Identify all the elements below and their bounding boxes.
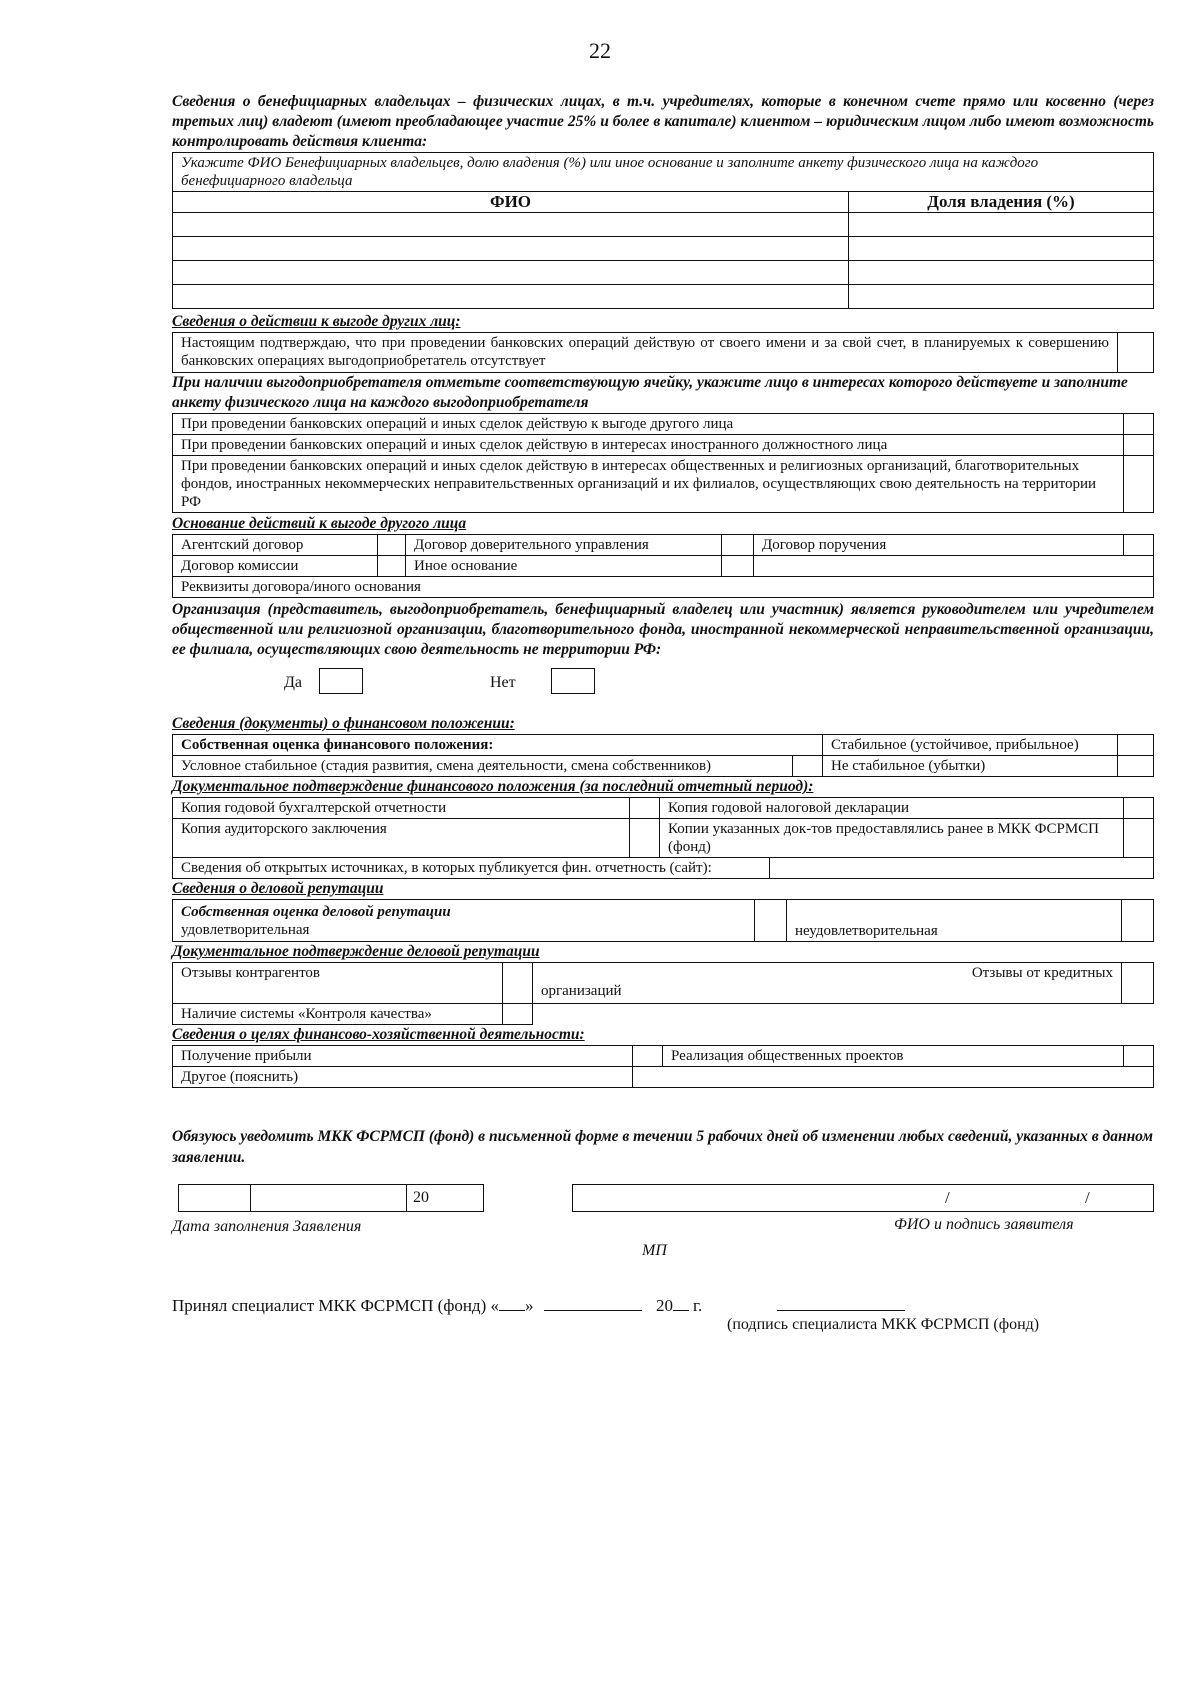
other-basis-label: Иное основание	[406, 556, 722, 577]
own-behalf-text: Настоящим подтверждаю, что при проведении банковских операций действую от своего имени и за свой счет, в планируемых к совершению банковских операциях выгодоприобретатель отсутствует	[173, 333, 1118, 373]
reputation-docs-heading: Документальное подтверждение деловой репутации	[172, 943, 540, 960]
specialist-signature-field[interactable]	[777, 1294, 905, 1311]
goals-heading: Сведения о целях финансово-хозяйственной деятельности:	[172, 1026, 585, 1043]
date-caption: Дата заполнения Заявления	[172, 1218, 362, 1235]
fio-caption: ФИО и подпись заявителя	[894, 1216, 1074, 1233]
quality-control-checkbox[interactable]	[503, 1004, 533, 1025]
finance-docs-heading: Документальное подтверждение финансового положения (за последний отчетный период):	[172, 778, 814, 795]
share-cell[interactable]	[849, 237, 1154, 261]
beneficiaries-heading: Сведения о бенефициарных владельцах – физических лицах, в т.ч. учредителях, которые в конечном счете прямо или косвенно (через третьих лиц) владеют (имеют преобладающее участие 25% и более в капитале) клиентом – юридическим лицом либо имеют возможность контролировать действия клиента:	[172, 93, 1154, 150]
option-public-orgs: При проведении банковских операций и иных сделок действую в интересах общественных и религиозных организаций, благотворительных фондов, иностранных некоммерческих неправительственных организаций и их филиалов, осуществляющих свою деятельность на территории РФ	[173, 456, 1124, 513]
accepted-year-suffix: г.	[693, 1296, 703, 1315]
date-year-cell[interactable]: 20	[413, 1189, 429, 1206]
order-contract-label: Договор поручения	[754, 535, 1124, 556]
option-public-orgs-checkbox[interactable]	[1124, 456, 1154, 513]
public-projects-checkbox[interactable]	[1124, 1046, 1154, 1067]
annual-tax-checkbox[interactable]	[1124, 798, 1154, 819]
agent-contract-label: Агентский договор	[173, 535, 378, 556]
contract-details-field[interactable]: Реквизиты договора/иного основания	[173, 577, 1154, 598]
date-day-cell[interactable]	[179, 1185, 251, 1211]
audit-checkbox[interactable]	[630, 819, 660, 858]
credit-reviews-line2: организаций	[541, 983, 622, 999]
unsatisfactory-label: неудовлетворительная	[787, 900, 1122, 942]
annual-tax-label: Копия годовой налоговой декларации	[660, 798, 1124, 819]
accepted-quote: »	[525, 1296, 534, 1315]
conditionally-stable-label: Условное стабильное (стадия развития, смена деятельности, смена собственников)	[173, 756, 793, 777]
accepted-line	[172, 1294, 905, 1316]
agent-contract-checkbox[interactable]	[378, 535, 406, 556]
open-sources-label: Сведения об открытых источниках, в которых публикуется фин. отчетность (сайт):	[173, 858, 770, 879]
others-benefit-heading: Сведения о действии к выгоде других лиц:	[172, 313, 461, 330]
accepted-year-field[interactable]	[673, 1294, 689, 1311]
fio-column-header: ФИО	[173, 192, 849, 213]
stamp-label: МП	[642, 1242, 667, 1259]
basis-table	[172, 534, 1154, 598]
reputation-heading: Сведения о деловой репутации	[172, 880, 384, 897]
specialist-signature-caption: (подпись специалиста МКК ФСРМСП (фонд)	[727, 1316, 1040, 1333]
own-behalf-table	[172, 332, 1154, 373]
accepted-prefix: Принял специалист МКК ФСРМСП (фонд) «	[172, 1296, 499, 1315]
quality-control-label: Наличие системы «Контроля качества»	[173, 1004, 503, 1025]
yes-label: Да	[284, 674, 303, 691]
other-goal-label: Другое (пояснить)	[173, 1067, 633, 1088]
annual-accounting-label: Копия годовой бухгалтерской отчетности	[173, 798, 630, 819]
profit-checkbox[interactable]	[633, 1046, 663, 1067]
page-number: 22	[589, 38, 611, 63]
annual-accounting-checkbox[interactable]	[630, 798, 660, 819]
date-box	[178, 1184, 484, 1212]
other-basis-field[interactable]	[754, 556, 1154, 577]
option-benefit-other-checkbox[interactable]	[1124, 414, 1154, 435]
unstable-label: Не стабильное (убытки)	[823, 756, 1118, 777]
org-question: Организация (представитель, выгодоприобретатель, бенефициарный владелец или участник) является руководителем или учредителем общественной или религиозной организации, благотворительного фонда, иностранной некоммерческой неправительственной организации, ее филиала, осуществляющих свою деятельность не территории РФ:	[172, 601, 1154, 658]
satisfactory-label: удовлетворительная	[181, 922, 310, 938]
unstable-checkbox[interactable]	[1118, 756, 1154, 777]
fio-cell[interactable]	[173, 213, 849, 237]
accepted-day-field[interactable]	[499, 1294, 525, 1311]
own-behalf-checkbox[interactable]	[1118, 333, 1154, 373]
fio-signature-box[interactable]	[572, 1184, 1154, 1212]
previously-provided-label: Копии указанных док-тов предоставлялись ранее в МКК ФСРМСП (фонд)	[660, 819, 1124, 858]
finance-assessment-table	[172, 734, 1154, 777]
reputation-docs-table	[172, 962, 1154, 1025]
stable-checkbox[interactable]	[1118, 735, 1154, 756]
share-cell[interactable]	[849, 261, 1154, 285]
signature-slash: /	[945, 1188, 950, 1207]
date-month-cell[interactable]	[251, 1185, 407, 1211]
order-contract-checkbox[interactable]	[1124, 535, 1154, 556]
counterparty-reviews-label: Отзывы контрагентов	[173, 963, 503, 1004]
signature-slash: /	[1085, 1188, 1090, 1207]
option-foreign-official: При проведении банковских операций и иных сделок действую в интересах иностранного должностного лица	[173, 435, 1124, 456]
fio-cell[interactable]	[173, 261, 849, 285]
yes-no-row	[172, 660, 1154, 710]
option-benefit-other: При проведении банковских операций и иных сделок действую к выгоде другого лица	[173, 414, 1124, 435]
reputation-self-assessment-label: Собственная оценка деловой репутации	[181, 904, 451, 920]
share-column-header: Доля владения (%)	[849, 192, 1154, 213]
counterparty-reviews-checkbox[interactable]	[503, 963, 533, 1004]
trust-contract-label: Договор доверительного управления	[406, 535, 722, 556]
unsatisfactory-checkbox[interactable]	[1122, 900, 1154, 942]
public-projects-label: Реализация общественных проектов	[663, 1046, 1124, 1067]
commission-contract-checkbox[interactable]	[378, 556, 406, 577]
fio-cell[interactable]	[173, 285, 849, 309]
fio-cell[interactable]	[173, 237, 849, 261]
satisfactory-checkbox[interactable]	[755, 900, 787, 942]
other-goal-field[interactable]	[633, 1067, 1154, 1088]
accepted-month-field[interactable]	[544, 1294, 642, 1311]
audit-label: Копия аудиторского заключения	[173, 819, 630, 858]
notice-text: Обязуюсь уведомить МКК ФСРМСП (фонд) в письменной форме в течении 5 рабочих дней об изменении любых сведений, указанных в данном заявлении.	[172, 1128, 1153, 1166]
other-basis-checkbox[interactable]	[722, 556, 754, 577]
no-checkbox[interactable]	[551, 668, 595, 694]
form-content	[172, 92, 1154, 1374]
credit-reviews-line1: Отзывы от кредитных	[971, 965, 1113, 981]
trust-contract-checkbox[interactable]	[722, 535, 754, 556]
conditionally-stable-checkbox[interactable]	[793, 756, 823, 777]
credit-reviews-checkbox[interactable]	[1122, 963, 1154, 1004]
beneficiaries-table	[172, 152, 1154, 309]
yes-checkbox[interactable]	[319, 668, 363, 694]
basis-heading: Основание действий к выгоде другого лица	[172, 515, 467, 532]
beneficiary-options-table	[172, 413, 1154, 513]
open-sources-field[interactable]	[770, 858, 1154, 879]
finance-heading: Сведения (документы) о финансовом положении:	[172, 715, 515, 732]
signature-area	[172, 1184, 1154, 1374]
reputation-assessment-table	[172, 899, 1154, 942]
previously-provided-checkbox[interactable]	[1124, 819, 1154, 858]
finance-docs-table	[172, 797, 1154, 879]
accepted-year-prefix: 20	[656, 1296, 673, 1315]
stable-label: Стабильное (устойчивое, прибыльное)	[823, 735, 1118, 756]
option-foreign-official-checkbox[interactable]	[1124, 435, 1154, 456]
profit-label: Получение прибыли	[173, 1046, 633, 1067]
beneficiary-note: При наличии выгодоприобретателя отметьте соответствующую ячейку, укажите лицо в интересах которого действуете и заполните анкету физического лица на каждого выгодоприобретателя	[172, 374, 1128, 411]
share-cell[interactable]	[849, 213, 1154, 237]
share-cell[interactable]	[849, 285, 1154, 309]
no-label: Нет	[490, 674, 516, 691]
finance-self-assessment-label: Собственная оценка финансового положения:	[173, 735, 823, 756]
reputation-self-assessment	[173, 900, 755, 942]
credit-reviews-label	[533, 963, 1122, 1004]
beneficiaries-instruction: Укажите ФИО Бенефициарных владельцев, долю владения (%) или иное основание и заполните анкету физического лица на каждого бенефициарного владельца	[173, 153, 1154, 192]
commission-contract-label: Договор комиссии	[173, 556, 378, 577]
goals-table	[172, 1045, 1154, 1088]
